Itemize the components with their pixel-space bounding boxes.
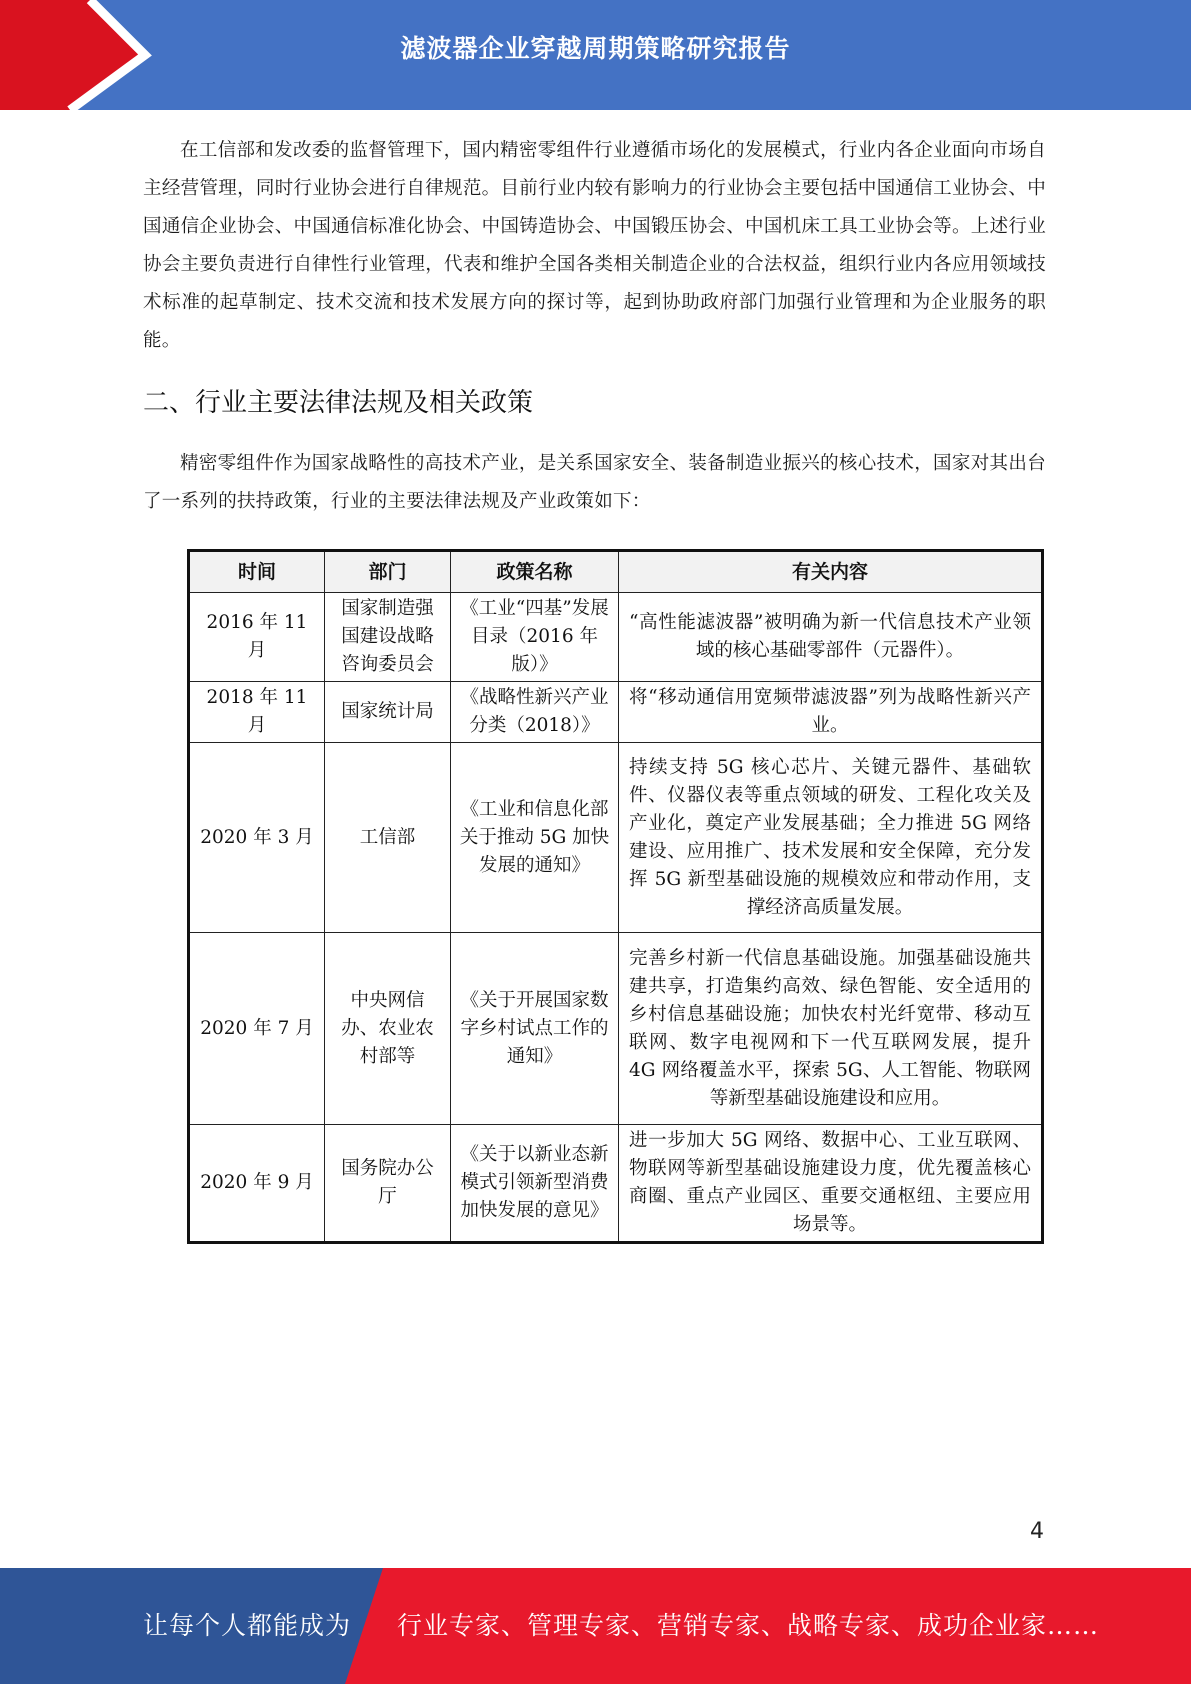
cell-content: 持续支持 5G 核心芯片、关键元器件、基础软件、仪器仪表等重点领域的研发、工程化攻关及产业化，奠定产业发展基础；全力推进 5G 网络建设、应用推广、技术发展和安全保障，充分发挥 5G 新型基础设施的规模效应和带动作用，支撑经济高质量发展。: [619, 743, 1043, 933]
cell-policy-name: 《关于以新业态新模式引领新型消费加快发展的意见》: [451, 1125, 619, 1243]
cell-policy-name: 《工业和信息化部关于推动 5G 加快发展的通知》: [451, 743, 619, 933]
cell-content: 将“移动通信用宽频带滤波器”列为战略性新兴产业。: [619, 682, 1043, 743]
cell-time: 2016 年 11 月: [189, 593, 325, 682]
header-time: 时间: [189, 551, 325, 593]
cell-dept: 国家统计局: [325, 682, 451, 743]
header-dept: 部门: [325, 551, 451, 593]
header-content: 有关内容: [619, 551, 1043, 593]
footer-slogan-left: 让每个人都能成为: [143, 1611, 352, 1640]
page-number: 4: [1030, 1519, 1044, 1544]
cell-policy-name: 《工业“四基”发展目录（2016 年版）》: [451, 593, 619, 682]
report-title: 滤波器企业穿越周期策略研究报告: [400, 34, 791, 63]
cell-time: 2018 年 11 月: [189, 682, 325, 743]
cell-dept: 工信部: [325, 743, 451, 933]
footer-slogan-right: 行业专家、管理专家、营销专家、战略专家、成功企业家……: [397, 1611, 1100, 1640]
cell-dept: 国家制造强国建设战略咨询委员会: [325, 593, 451, 682]
cell-policy-name: 《战略性新兴产业分类（2018）》: [451, 682, 619, 743]
policy-table: [187, 549, 1044, 1244]
cell-content: “高性能滤波器”被明确为新一代信息技术产业领域的核心基础零部件（元器件）。: [619, 593, 1043, 682]
cell-time: 2020 年 3 月: [189, 743, 325, 933]
page-header: [0, 0, 1191, 110]
cell-dept: 中央网信办、农业农村部等: [325, 933, 451, 1125]
cell-dept: 国务院办公厅: [325, 1125, 451, 1243]
table-row: [189, 933, 1043, 1125]
table-header-row: [189, 551, 1043, 593]
section-heading: 二、行业主要法律法规及相关政策: [143, 388, 534, 418]
table-row: [189, 593, 1043, 682]
main-content: [143, 132, 1046, 521]
intro-paragraph: 在工信部和发改委的监督管理下，国内精密零组件行业遵循市场化的发展模式，行业内各企业面向市场自主经营管理，同时行业协会进行自律规范。目前行业内较有影响力的行业协会主要包括中国通信工业协会、中国通信企业协会、中国通信标准化协会、中国铸造协会、中国锻压协会、中国机床工具工业协会等。上述行业协会主要负责进行自律性行业管理，代表和维护全国各类相关制造企业的合法权益，组织行业内各应用领域技术标准的起草制定、技术交流和技术发展方向的探讨等，起到协助政府部门加强行业管理和为企业服务的职能。: [143, 140, 1046, 351]
header-policy-name: 政策名称: [451, 551, 619, 593]
section-paragraph: 精密零组件作为国家战略性的高技术产业，是关系国家安全、装备制造业振兴的核心技术，国家对其出台了一系列的扶持政策，行业的主要法律法规及产业政策如下：: [143, 453, 1046, 512]
cell-time: 2020 年 7 月: [189, 933, 325, 1125]
cell-content: 完善乡村新一代信息基础设施。加强基础设施共建共享，打造集约高效、绿色智能、安全适用的乡村信息基础设施；加快农村光纤宽带、移动互联网、数字电视网和下一代互联网发展，提升 4G 网络覆盖水平，探索 5G、人工智能、物联网等新型基础设施建设和应用。: [619, 933, 1043, 1125]
page-footer: [0, 1568, 1191, 1684]
table-row: [189, 1125, 1043, 1243]
cell-policy-name: 《关于开展国家数字乡村试点工作的通知》: [451, 933, 619, 1125]
table-row: [189, 682, 1043, 743]
cell-time: 2020 年 9 月: [189, 1125, 325, 1243]
table-row: [189, 743, 1043, 933]
cell-content: 进一步加大 5G 网络、数据中心、工业互联网、物联网等新型基础设施建设力度，优先覆盖核心商圈、重点产业园区、重要交通枢纽、主要应用场景等。: [619, 1125, 1043, 1243]
